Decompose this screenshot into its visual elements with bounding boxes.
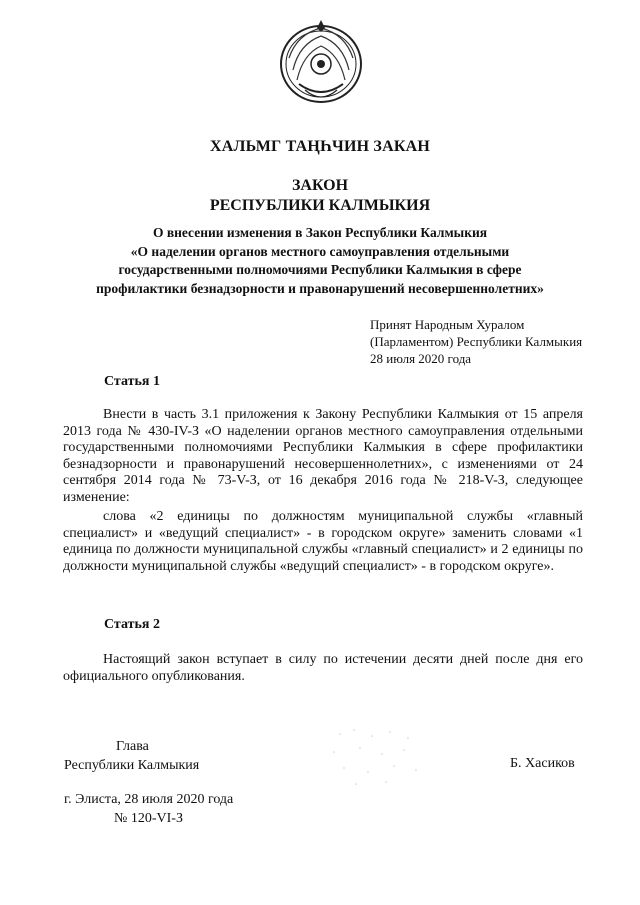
article-1-amendment: слова «2 единицы по должностям муниципальной службы «главный специалист» и «ведущий специалист» - в городском округе» заменить словами «1 единица по должности муниципальной службы «главный специалист» и 2 единицы по должности муниципальной службы «ведущий специалист» - в городском округе».	[63, 509, 583, 574]
title-line: О внесении изменения в Закон Республики Калмыкия	[152, 225, 488, 240]
signatory-name: Б. Хасиков	[510, 756, 575, 771]
law-word: ЗАКОН	[291, 177, 349, 194]
article-2-heading: Статья 2	[104, 617, 160, 632]
title-line: профилактики безнадзорности и правонарушений несовершеннолетних»	[96, 280, 544, 296]
title-line: государственными полномочиями Республики Калмыкия в сфере	[118, 262, 522, 277]
article-2-paragraph: Настоящий закон вступает в силу по истечении десяти дней после дня его официального опубликования.	[63, 652, 583, 684]
adoption-line: 28 июля 2020 года	[370, 351, 472, 366]
law-title	[0, 224, 640, 298]
signatory-title-line2: Республики Калмыкия	[64, 758, 200, 773]
place-and-date	[64, 790, 233, 828]
republic-name: РЕСПУБЛИКИ КАЛМЫКИЯ	[209, 197, 431, 214]
adoption-line: Принят Народным Хуралом	[370, 317, 525, 332]
faint-stamp-icon	[320, 722, 430, 792]
article-1-paragraph: Внести в часть 3.1 приложения к Закону Республики Калмыкия от 15 апреля 2013 года № 430-IV-З «О наделении органов местного самоуправления отдельными государственными полномочиями Республики Калмыкия в сфере профилактики безнадзорности и правонарушений несовершеннолетних», с изменениями от 24 сентября 2014 года № 73-V-З, от 16 декабря 2016 года № 218-V-З, следующее изменение:	[63, 407, 583, 505]
city-date: г. Элиста, 28 июля 2020 года	[64, 792, 234, 807]
signatory-title	[64, 737, 199, 775]
law-number: № 120-VI-З	[114, 811, 183, 826]
adoption-note	[370, 316, 582, 367]
article-1-heading: Статья 1	[104, 374, 160, 389]
adoption-line: (Парламентом) Республики Калмыкия	[370, 334, 583, 349]
kalmykia-emblem-icon	[277, 14, 365, 106]
kalmyk-title: ХАЛЬМГ ТАҢҺЧИН ЗАКАН	[209, 138, 431, 155]
title-line: «О наделении органов местного самоуправления отдельными	[130, 243, 510, 259]
law-heading	[0, 176, 640, 216]
signatory-title-line1: Глава	[116, 739, 149, 754]
